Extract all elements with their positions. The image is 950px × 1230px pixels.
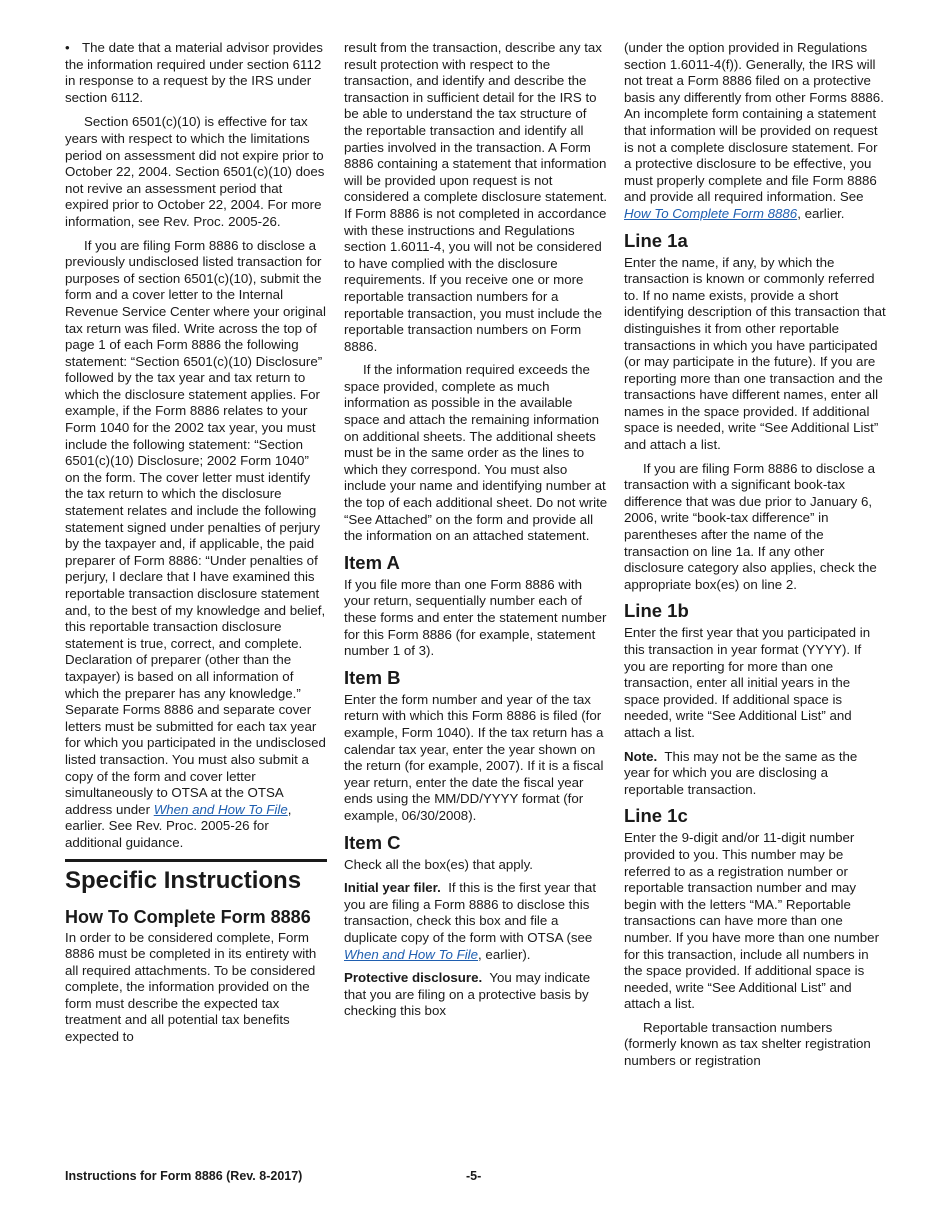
heading-item-c: Item C [344,831,401,853]
paragraph-protective-disclosure [344,970,608,1020]
paragraph-text: , earlier. See Rev. Proc. 2005-26 for additional guidance. [65,801,292,850]
link-when-and-how-to-file[interactable]: When and How To File [344,946,479,962]
label-protective-disclosure: Protective disclosure. [344,970,483,986]
paragraph-book-tax-difference: If you are filing Form 8886 to disclose a transaction with a significant book-tax difference that was due prior to January 6, 2006, write “book-tax difference” in parentheses after the name of the transaction on line 1a. If any other disclosure category also applies, check the appropriate box(es) on line 2. [624,460,877,592]
paragraph-reportable-numbers: Reportable transaction numbers (formerly known as tax shelter registration numbers or registration [624,1019,871,1069]
heading-how-to-complete: How To Complete Form 8886 [65,906,311,927]
paragraph-complete-requirements: In order to be considered complete, Form 8886 must be completed in its entirety with all required attachments. To be considered complete, the information provided on the form must describe the expected tax treatment and all potential tax benefits expected to [65,929,317,1045]
paragraph-text: , earlier). [478,946,531,962]
paragraph-item-b: Enter the form number and year of the tax return with which this Form 8886 is filed (for example, Form 1040). If the tax return has a calendar tax year, enter the year shown on the return (for example, 2007). If it is a fiscal year return, enter the date the fiscal year ends using the MM/DD/YYYY format (for example, 06/30/2008). [344,691,604,823]
bullet-text: The date that a material advisor provides the information required under section 6112 in response to a request by the IRS under section 6112. [65,40,323,105]
heading-line-1b: Line 1b [624,600,689,622]
paragraph-text: If you are filing Form 8886 to disclose a previously undisclosed listed transaction for purposes of section 6501(c)(10), submit the form and a cover letter to the Internal Revenue Service Center where your original tax return was filed. Write across the top of page 1 of each Form 8886 the following statement: “Section 6501(c)(10) Disclosure” followed by the tax year and tax return to which the disclosure statement applies. For example, if the Form 8886 relates to your Form 1040 for the 2002 tax year, you must include the following statement: “Section 6501(c)(10) Disclosure; 2002 Form 1040” on the form. The cover letter must identify the tax return to which the disclosure statement relates and include the following statement signed under penalties of perjury by the taxpayer and, if applicable, the paid preparer of Form 8886: “Under penalties of perjury, I declare that I have examined this reportable transaction disclosure statement and, to the best of my knowledge and belief, this reportable transaction disclosure statement is true, correct, and complete. Declaration of preparer (other than the taxpayer) is based on all information of which the preparer has any knowledge.” Separate Forms 8886 and separate cover letters must be submitted for each tax year for which you participated in the undisclosed listed transaction. You must also submit a copy of the form and cover letter simultaneously to OTSA at the OTSA address under [65,237,326,817]
bullet-item [65,40,327,106]
heading-item-b: Item B [344,666,401,688]
paragraph-note [624,749,886,799]
column-2 [344,40,608,1027]
paragraph-line-1b: Enter the first year that you participated in this transaction in year format (YYYY). If you are reporting for more than one transaction, enter all initial years in the space provided. If additional space is needed, write “See Additional List” and attach a list. [624,625,871,740]
heading-specific-instructions: Specific Instructions [65,859,327,895]
paragraph-line-1c: Enter the 9-digit and/or 11-digit number provided to you. This number may be referred to as a registration number or reportable transaction number and may begin with the letters “MA.” Reportable transactions can have more than one number. If you have more than one number for this transaction, include all numbers in the space provided. If additional space is needed, write “See Additional List” and attach a list. [624,830,880,1012]
paragraph-text: (under the option provided in Regulations section 1.6011-4(f)). Generally, the IRS will not treat a Form 8886 filed on a protective basis any differently from other Forms 8886. An incomplete form containing a statement that information will be provided on request is not a complete disclosure statement. For a protective disclosure to be effective, you must properly complete and file Form 8886 and provide all required information. See [624,40,884,205]
heading-line-1a: Line 1a [624,229,688,251]
paragraph-transaction-detail: result from the transaction, describe any tax result protection with respect to the transaction, and identify and describe the transaction in sufficient detail for the IRS to be able to understand the tax structure of the reportable transaction and identify all parties involved in the transaction. A Form 8886 containing a statement that information will be provided upon request is not considered a complete disclosure statement. If Form 8886 is not completed in accordance with these instructions and Regulations section 1.6011-4, you will not be considered to have complied with the disclosure requirements. If you receive one or more reportable transaction numbers for a reportable transaction, you must include the reportable transaction numbers on Form 8886. [344,40,608,354]
bullet-glyph: • [65,40,70,55]
paragraph-text: If this is the first year that you are filing a Form 8886 to disclose this transaction, check this box and file a duplicate copy of the form with OTSA (see [344,880,597,945]
heading-item-a: Item A [344,551,400,573]
paragraph-protective-option [624,40,886,223]
column-1 [65,40,327,1053]
paragraph-additional-sheets: If the information required exceeds the space provided, complete as much information as possible in the available space and attach the remaining information on additional sheets. The additional sheets must be in the same order as the lines to which they correspond. You must also include your name and identifying number at the top of each additional sheet. Do not write “See Attached” on the form and provide all the information on an attached statement. [344,362,608,544]
paragraph-line-1a: Enter the name, if any, by which the transaction is known or commonly referred to. If no name exists, provide a short identifying description of this transaction that distinguishes it from other reportable transactions in which you have participated (or may participate in the future). If you are reporting more than one transaction and the transactions have different names, enter all names in the space provided. If additional space is needed, write “See Additional List” and attach a list. [624,254,886,453]
column-3 [624,40,886,1077]
paragraph-text: , earlier. [797,205,845,221]
label-initial-year-filer: Initial year filer. [344,880,441,896]
paragraph-text: You may indicate that you are filing on a protective basis by checking this box [344,970,591,1019]
label-note: Note. [624,748,658,764]
link-when-and-how-to-file[interactable]: When and How To File [153,801,288,817]
footer-page-number: -5- [466,1169,482,1183]
paragraph-6501-effective: Section 6501(c)(10) is effective for tax years with respect to which the limitations period on assessment did not expire prior to October 22, 2004. Section 6501(c)(10) does not revive an assessment period that expired prior to October 22, 2004. For more information, see Rev. Proc. 2005-26. [65,114,325,229]
paragraph-item-a: If you file more than one Form 8886 with your return, sequentially number each of these forms and enter the statement number for this Form 8886 (for example, statement number 1 of 3). [344,576,607,659]
footer-document-title: Instructions for Form 8886 (Rev. 8-2017) [65,1169,303,1183]
heading-line-1c: Line 1c [624,805,688,827]
link-how-to-complete-form-8886[interactable]: How To Complete Form 8886 [624,205,798,221]
paragraph-text: This may not be the same as the year for which you are disclosing a reportable transaction. [624,748,858,797]
paragraph-undisclosed-listed [65,238,327,852]
paragraph-item-c: Check all the box(es) that apply. [344,856,533,872]
paragraph-initial-year-filer [344,880,608,963]
